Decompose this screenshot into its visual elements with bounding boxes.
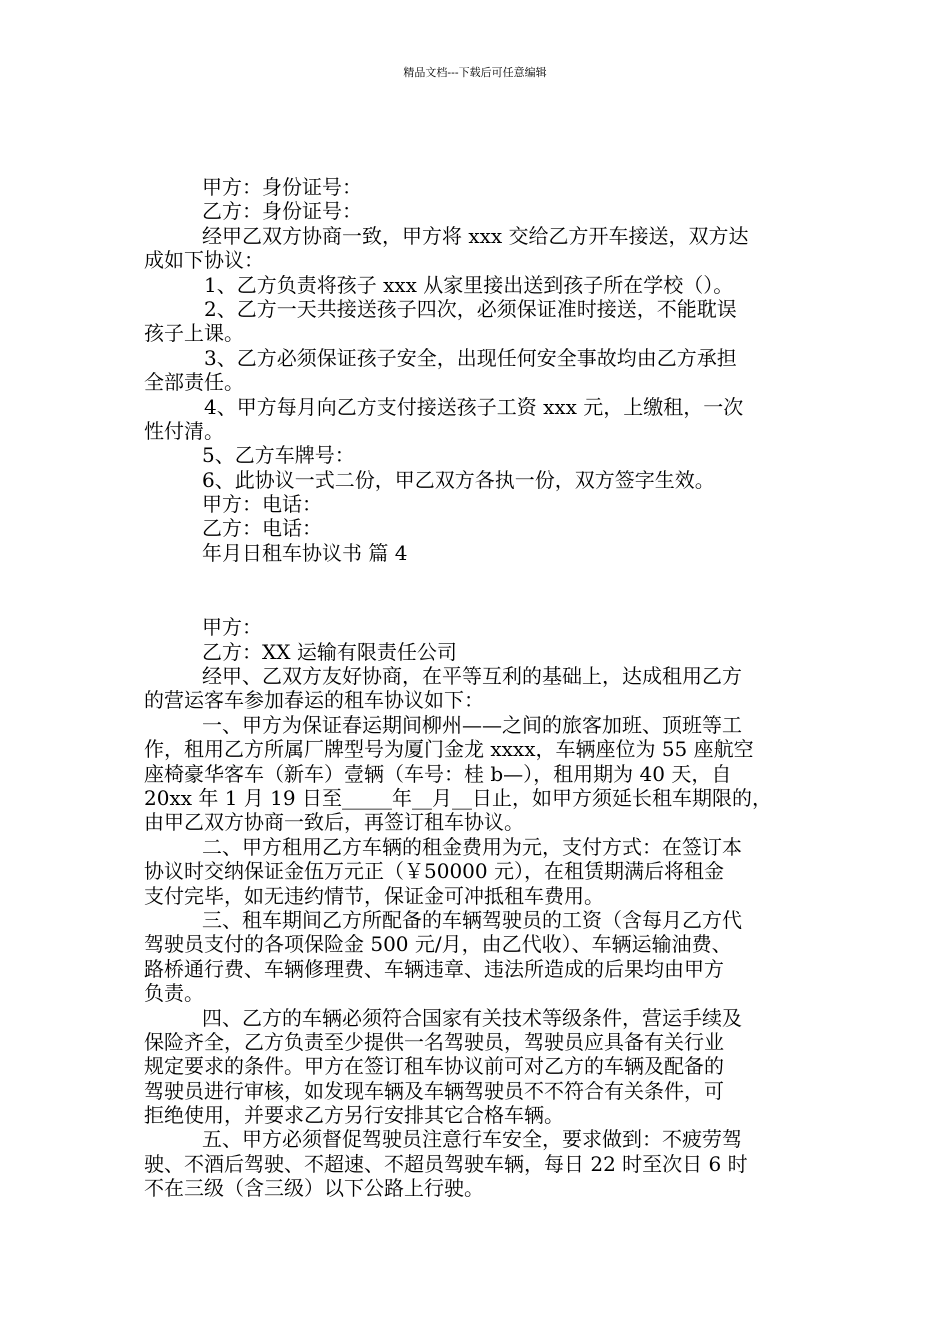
article-1-line-2: 作，租用乙方所属厂牌型号为厦门金龙 xxxx，车辆座位为 55 座航空 <box>144 737 754 762</box>
article-3-line-3: 路桥通行费、车辆修理费、车辆违章、违法所造成的后果均由甲方 <box>144 956 724 981</box>
party-a-line: 甲方： <box>202 615 262 640</box>
clause-3-line-1: 3、乙方必须保证孩子安全，出现任何安全事故均由乙方承担 <box>204 345 737 370</box>
intro-line-2: 成如下协议： <box>144 248 264 273</box>
party-b-phone-line: 乙方：电话： <box>202 516 322 541</box>
article-1-line-5: 由甲乙双方协商一致后，再签订租车协议。 <box>144 810 524 835</box>
document-body <box>144 175 816 1201</box>
article-1-line-1: 一、甲方为保证春运期间柳州——之间的旅客加班、顶班等工 <box>202 712 742 737</box>
clause-3-line-2: 全部责任。 <box>144 370 244 395</box>
article-4-line-3: 规定要求的条件。甲方在签订租车协议前可对乙方的车辆及配备的 <box>144 1054 724 1079</box>
page-header: 精品文档---下载后可任意编辑 <box>403 66 547 79</box>
article-2-line-2: 协议时交纳保证金伍万元正（￥50000 元），在租赁期满后将租金 <box>144 859 724 884</box>
article-5-line-1: 五、甲方必须督促驾驶员注意行车安全，要求做到：不疲劳驾 <box>202 1127 742 1152</box>
section-title-4: 年月日租车协议书 篇 4 <box>202 540 408 565</box>
intro-line-1: 经甲乙双方协商一致，甲方将 xxx 交给乙方开车接送，双方达 <box>202 223 749 248</box>
article-5-line-2: 驶、不酒后驾驶、不超速、不超员驾驶车辆，每日 22 时至次日 6 时 <box>144 1151 748 1176</box>
agreement-section-2 <box>144 615 816 1200</box>
article-5-line-3: 不在三级（含三级）以下公路上行驶。 <box>144 1176 484 1201</box>
clause-4-line-1: 4、甲方每月向乙方支付接送孩子工资 xxx 元，上缴租，一次 <box>204 394 744 419</box>
article-2-line-3: 支付完毕，如无违约情节，保证金可冲抵租车费用。 <box>144 883 604 908</box>
party-b-line: 乙方：XX 运输有限责任公司 <box>202 639 457 664</box>
clause-4-line-2: 性付清。 <box>144 418 224 443</box>
preamble-line-2: 的营运客车参加春运的租车协议如下： <box>144 688 484 713</box>
clause-2-line-1: 2、乙方一天共接送孩子四次，必须保证准时接送，不能耽误 <box>204 296 737 321</box>
section-spacer <box>144 565 816 615</box>
clause-6: 6、此协议一式二份，甲乙双方各执一份，双方签字生效。 <box>202 467 715 492</box>
party-a-phone-line: 甲方：电话： <box>202 492 322 517</box>
party-b-id-line: 乙方：身份证号： <box>202 199 362 224</box>
article-4-line-2: 保险齐全，乙方负责至少提供一名驾驶员，驾驶员应具备有关行业 <box>144 1029 724 1054</box>
party-a-id-line: 甲方：身份证号： <box>202 175 362 199</box>
article-4-line-1: 四、乙方的车辆必须符合国家有关技术等级条件，营运手续及 <box>202 1005 742 1030</box>
preamble-line-1: 经甲、乙双方友好协商，在平等互利的基础上，达成租用乙方 <box>202 664 742 689</box>
article-3-line-1: 三、租车期间乙方所配备的车辆驾驶员的工资（含每月乙方代 <box>202 907 742 932</box>
agreement-section-1 <box>144 175 816 565</box>
article-3-line-2: 驾驶员支付的各项保险金 500 元/月，由乙代收）、车辆运输油费、 <box>144 932 732 957</box>
clause-2-line-2: 孩子上课。 <box>144 321 244 346</box>
clause-1: 1、乙方负责将孩子 xxx 从家里接出送到孩子所在学校（）。 <box>204 272 734 297</box>
article-4-line-4: 驾驶员进行审核，如发现车辆及车辆驾驶员不不符合有关条件，可 <box>144 1078 724 1103</box>
article-4-line-5: 拒绝使用，并要求乙方另行安排其它合格车辆。 <box>144 1103 564 1128</box>
article-1-line-3: 座椅豪华客车（新车）壹辆（车号：桂 b—），租用期为 40 天，自 <box>144 761 732 786</box>
article-3-line-4: 负责。 <box>144 981 204 1006</box>
clause-5: 5、乙方车牌号： <box>202 443 355 468</box>
article-1-line-4: 20xx 年 1 月 19 日至_____年__月__日止，如甲方须延长租车期限的， <box>144 785 772 810</box>
article-2-line-1: 二、甲方租用乙方车辆的租金费用为元，支付方式：在签订本 <box>202 834 742 859</box>
